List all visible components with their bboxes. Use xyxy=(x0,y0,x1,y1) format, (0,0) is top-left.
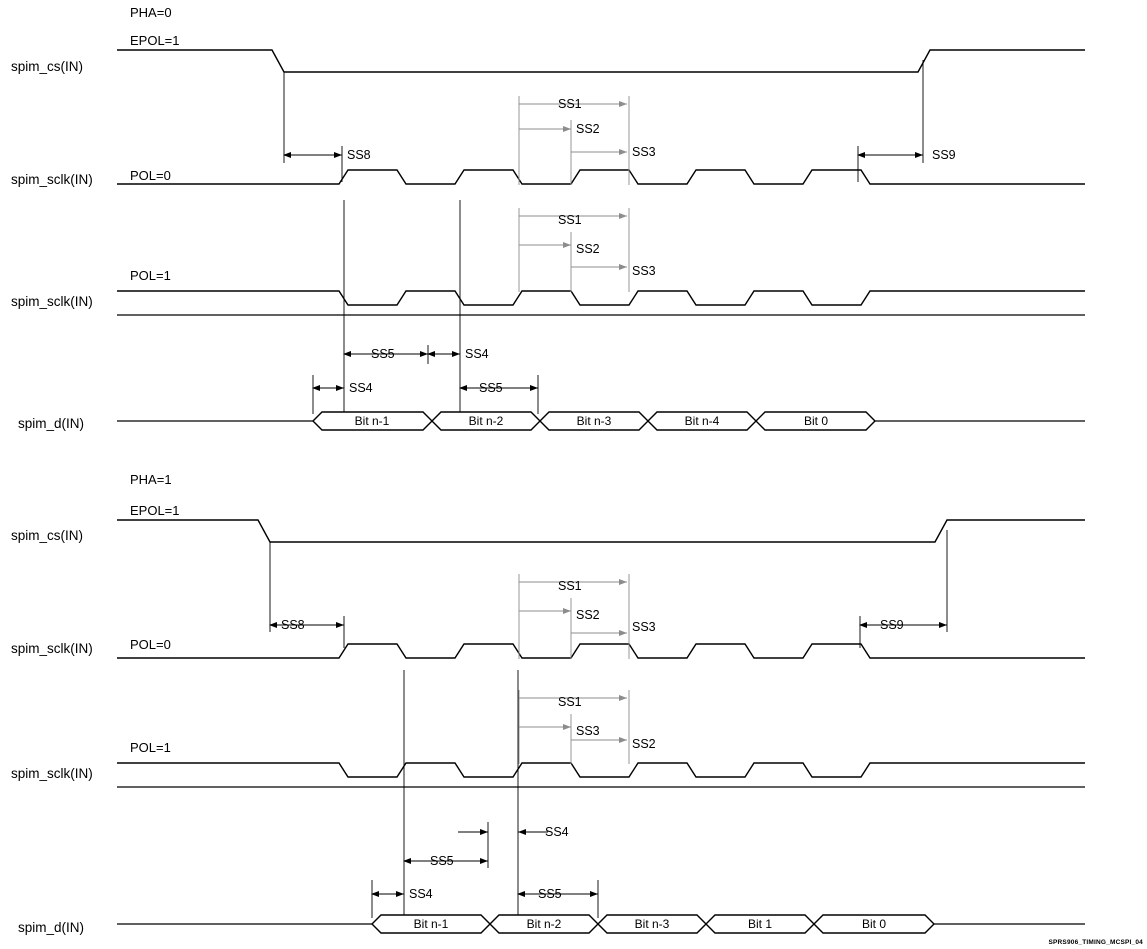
measure-label-ss8-panel2: SS8 xyxy=(281,618,305,632)
data-bit-label-panel2-4: Bit 0 xyxy=(861,917,887,931)
measure-label-ss4-panel1-b: SS4 xyxy=(349,381,373,395)
signal-label-sclk0-panel1: spim_sclk(IN) xyxy=(11,172,93,187)
measure-label-ss8-panel1: SS8 xyxy=(347,148,371,162)
signal-label-cs-panel2: spim_cs(IN) xyxy=(11,528,84,543)
measure-label-ss3-panel1-sclk0: SS3 xyxy=(632,145,656,159)
figure-code-label: SPRS906_TIMING_MCSPI_04 xyxy=(1048,939,1143,946)
measure-label-ss2-panel2-sclk0: SS2 xyxy=(576,608,600,622)
measure-label-ss1-panel2-sclk1: SS1 xyxy=(558,695,582,709)
data-bit-label-panel1-3: Bit n-4 xyxy=(684,414,720,428)
measure-label-ss4-panel2-c: SS4 xyxy=(409,887,433,901)
signal-label-data-panel2: spim_d(IN) xyxy=(18,920,85,935)
epol-label-panel1: EPOL=1 xyxy=(130,33,180,48)
data-bit-label-panel1-2: Bit n-3 xyxy=(576,414,612,428)
data-bit-label-panel2-1: Bit n-2 xyxy=(526,917,562,931)
pol1-label-panel2: POL=1 xyxy=(130,740,171,755)
measure-label-ss5-panel1-a: SS5 xyxy=(371,347,395,361)
measure-label-ss3-panel1-sclk1: SS3 xyxy=(632,264,656,278)
data-bit-label-panel2-0: Bit n-1 xyxy=(413,917,449,931)
signal-label-data-panel1: spim_d(IN) xyxy=(18,416,85,431)
epol-label-panel2: EPOL=1 xyxy=(130,503,180,518)
measure-label-ss5-panel2-b: SS5 xyxy=(430,854,454,868)
measure-label-ss2-panel1-sclk1: SS2 xyxy=(576,242,600,256)
data-bit-label-panel1-0: Bit n-1 xyxy=(354,414,390,428)
measure-label-ss9-panel1: SS9 xyxy=(932,148,956,162)
signal-label-cs-panel1: spim_cs(IN) xyxy=(11,59,84,74)
waveform-sclk-pol1-panel2 xyxy=(117,763,1085,777)
panel-pha0 xyxy=(11,5,1085,431)
measure-label-ss5-panel2-d: SS5 xyxy=(538,887,562,901)
data-bit-label-panel1-4: Bit 0 xyxy=(803,414,829,428)
measure-label-ss2-panel1-sclk0: SS2 xyxy=(576,122,600,136)
measure-label-ss1-panel2-sclk0: SS1 xyxy=(558,579,582,593)
waveform-sclk-pol0-panel1 xyxy=(117,170,1085,184)
pha-label-panel2: PHA=1 xyxy=(130,472,172,487)
data-bit-label-panel1-1: Bit n-2 xyxy=(468,414,504,428)
panel-pha1 xyxy=(11,472,1085,935)
waveform-cs-panel1 xyxy=(117,50,1085,72)
waveform-cs-panel2 xyxy=(117,520,1085,542)
data-bit-label-panel2-2: Bit n-3 xyxy=(634,917,670,931)
signal-label-sclk0-panel2: spim_sclk(IN) xyxy=(11,641,93,656)
measure-label-ss1-panel1-sclk1: SS1 xyxy=(558,213,582,227)
pol0-label-panel1: POL=0 xyxy=(130,168,171,183)
measure-label-ss9-panel2: SS9 xyxy=(880,618,904,632)
measure-label-ss5-panel1-b: SS5 xyxy=(479,381,503,395)
data-bit-label-panel2-3: Bit 1 xyxy=(747,917,773,931)
measure-label-ss3-panel2-sclk1: SS3 xyxy=(576,724,600,738)
measure-label-ss2-panel2-sclk1: SS2 xyxy=(632,737,656,751)
measure-label-ss4-panel2-a: SS4 xyxy=(545,825,569,839)
pol1-label-panel1: POL=1 xyxy=(130,268,171,283)
measure-label-ss1-panel1-sclk0: SS1 xyxy=(558,97,582,111)
waveform-sclk-pol0-panel2 xyxy=(117,644,1085,658)
pol0-label-panel2: POL=0 xyxy=(130,637,171,652)
signal-label-sclk1-panel2: spim_sclk(IN) xyxy=(11,766,93,781)
measure-label-ss4-panel1-a: SS4 xyxy=(465,347,489,361)
measure-label-ss3-panel2-sclk0: SS3 xyxy=(632,620,656,634)
signal-label-sclk1-panel1: spim_sclk(IN) xyxy=(11,294,93,309)
pha-label-panel1: PHA=0 xyxy=(130,5,172,20)
waveform-sclk-pol1-panel1 xyxy=(117,291,1085,305)
